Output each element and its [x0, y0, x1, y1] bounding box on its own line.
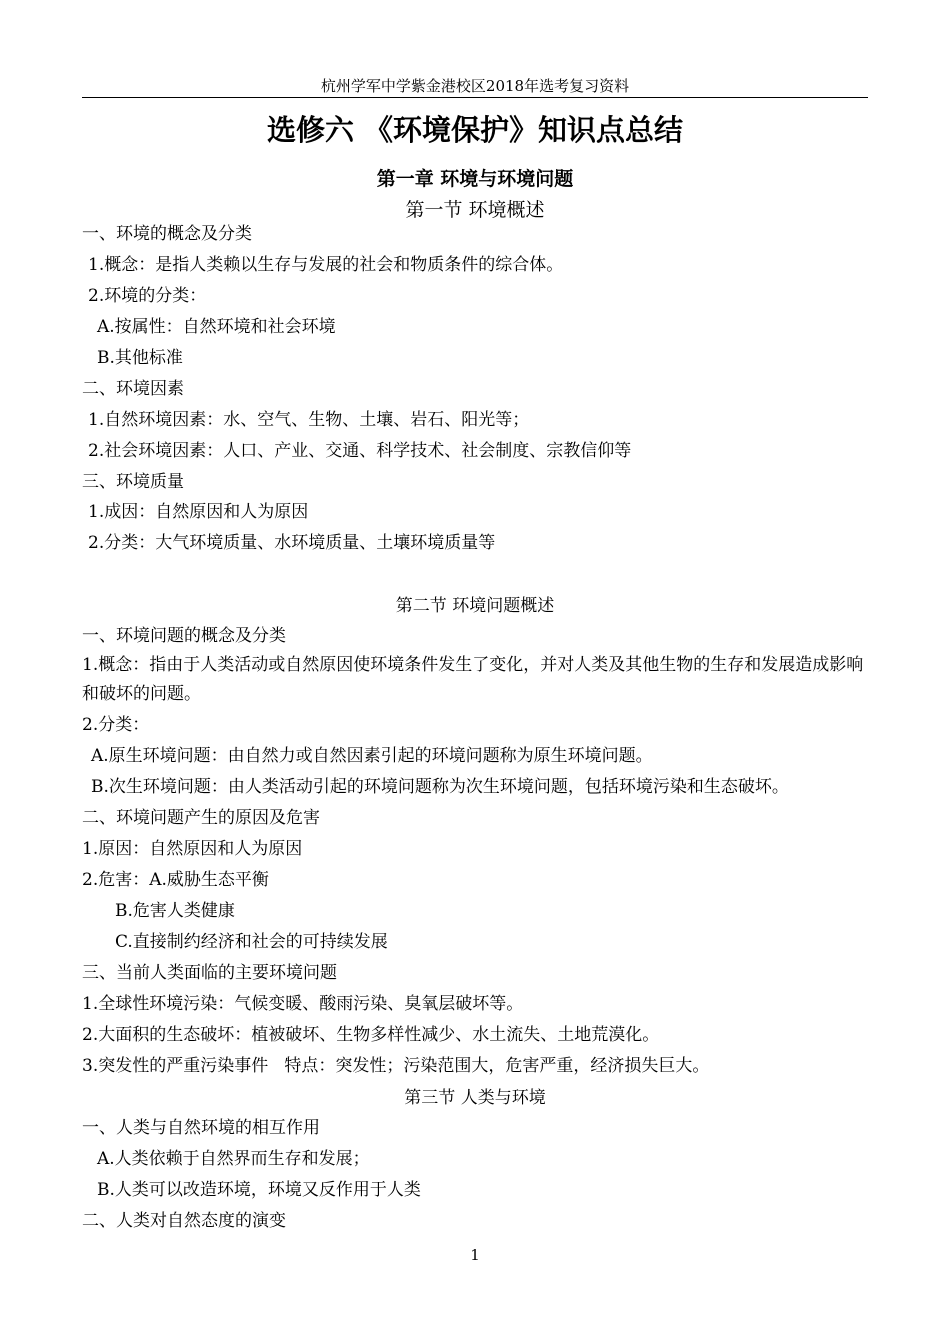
page-number: 1 [470, 1246, 480, 1264]
outline-heading: 一、环境问题的概念及分类 [82, 626, 286, 646]
outline-heading: 二、人类对自然态度的演变 [82, 1211, 286, 1231]
outline-heading: 一、人类与自然环境的相互作用 [82, 1118, 320, 1138]
list-item: B.危害人类健康 [115, 901, 235, 921]
paragraph: 1.概念：指由于人类活动或自然原因使环境条件发生了变化，并对人类及其他生物的生存和发展造成影响和破坏的问题。 [82, 655, 864, 704]
section-heading-2: 第二节 环境问题概述 [395, 596, 555, 616]
list-item: C.直接制约经济和社会的可持续发展 [115, 932, 388, 952]
list-item: B.次生环境问题：由人类活动引起的环境问题称为次生环境问题，包括环境污染和生态破坏。 [91, 777, 789, 797]
list-item: B.其他标准 [97, 348, 183, 368]
list-item: A.人类依赖于自然界而生存和发展； [97, 1149, 370, 1169]
outline-heading: 二、环境因素 [82, 379, 184, 399]
document-title: 选修六 《环境保护》知识点总结 [266, 113, 684, 147]
list-item: 1.原因：自然原因和人为原因 [82, 839, 303, 859]
header-divider [82, 97, 868, 98]
chapter-heading: 第一章 环境与环境问题 [376, 168, 574, 190]
list-item: 2.大面积的生态破坏：植被破坏、生物多样性减少、水土流失、土地荒漠化。 [82, 1025, 660, 1045]
section-heading-3: 第三节 人类与环境 [404, 1088, 546, 1108]
list-item: 2.环境的分类： [88, 286, 207, 306]
list-item: 1.成因：自然原因和人为原因 [88, 502, 309, 522]
list-item: 2.分类： [82, 715, 150, 735]
outline-heading: 三、环境质量 [82, 472, 184, 492]
list-item: 2.分类：大气环境质量、水环境质量、土壤环境质量等 [88, 533, 496, 553]
list-item: 1.全球性环境污染：气候变暖、酸雨污染、臭氧层破坏等。 [82, 994, 524, 1014]
running-header: 杭州学军中学紫金港校区2018年选考复习资料 [320, 77, 630, 95]
list-item: 2.危害：A.威胁生态平衡 [82, 870, 269, 890]
list-item: A.按属性：自然环境和社会环境 [97, 317, 336, 337]
list-item: A.原生环境问题：由自然力或自然因素引起的环境问题称为原生环境问题。 [91, 746, 653, 766]
outline-heading: 一、环境的概念及分类 [82, 224, 252, 244]
outline-heading: 三、当前人类面临的主要环境问题 [82, 963, 337, 983]
list-item: B.人类可以改造环境，环境又反作用于人类 [97, 1180, 421, 1200]
outline-heading: 二、环境问题产生的原因及危害 [82, 808, 320, 828]
list-item: 2.社会环境因素：人口、产业、交通、科学技术、社会制度、宗教信仰等 [88, 441, 632, 461]
list-item: 1.自然环境因素：水、空气、生物、土壤、岩石、阳光等； [88, 410, 530, 430]
section-heading-1: 第一节 环境概述 [405, 199, 545, 221]
list-item: 1.概念：是指人类赖以生存与发展的社会和物质条件的综合体。 [88, 255, 564, 275]
list-item: 3.突发性的严重污染事件 特点：突发性；污染范围大，危害严重，经济损失巨大。 [82, 1056, 710, 1076]
